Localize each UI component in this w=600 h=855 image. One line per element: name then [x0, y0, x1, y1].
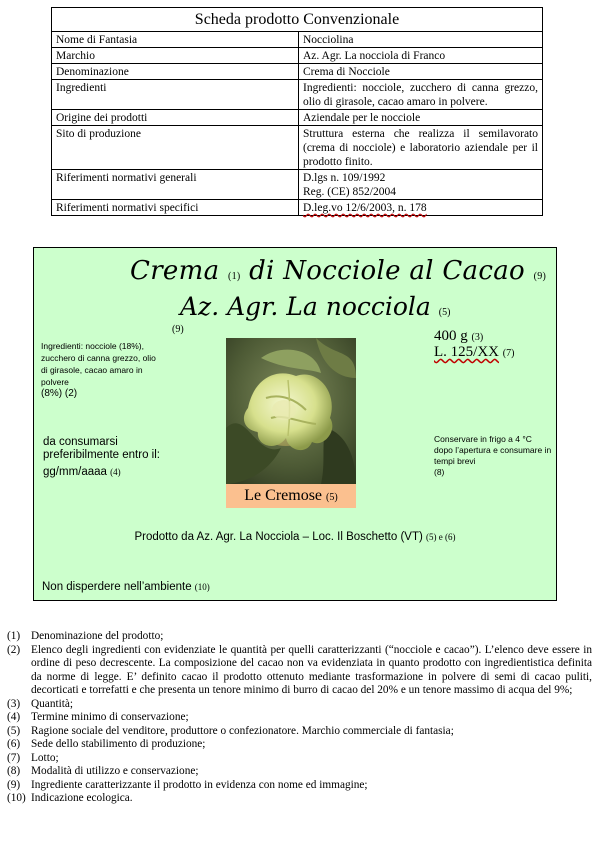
list-item-text: Lotto; [31, 751, 59, 764]
label-title-part: Crema [130, 256, 220, 286]
row-value-text: D.leg.vo 12/6/2003, n. 178 [303, 202, 427, 214]
row-key: Denominazione [52, 64, 299, 80]
note-number: (5) e (6) [426, 532, 456, 542]
best-before-date-line [43, 466, 173, 479]
row-value: Ingredienti: nocciole, zucchero di canna grezzo, olio di girasole, cacao amaro in polvere. [299, 80, 543, 110]
list-item [7, 644, 592, 698]
label-title [130, 256, 546, 286]
list-item-text: Sede dello stabilimento di produzione; [31, 738, 206, 750]
label-producer [34, 531, 556, 543]
brand-name: Az. Agr. La nocciola [180, 292, 431, 321]
legend-list [7, 630, 592, 806]
label-ingredients: Ingredienti: nocciole (18%), zucchero di canna grezzo, olio di girasole, cacao amaro in polvere [41, 341, 156, 387]
note-number: (3) [471, 332, 484, 343]
list-item-number: (3) [7, 697, 21, 710]
row-key: Riferimenti normativi generali [52, 170, 299, 200]
list-item [7, 630, 592, 644]
hazelnut-photo [226, 338, 356, 484]
best-before-text: da consumarsi preferibilmente entro il: [43, 436, 160, 461]
table-row [52, 64, 543, 80]
row-value: Struttura esterna che realizza il semilavorato (crema di nocciole) e laboratorio aziendale per il prodotto finito. [299, 126, 543, 170]
list-item [7, 792, 592, 806]
table-header-row [52, 8, 543, 32]
label-lot [434, 344, 514, 362]
list-item [7, 698, 592, 712]
list-item-text: Quantità; [31, 697, 74, 710]
sheet-title: Scheda prodotto Convenzionale [52, 8, 543, 32]
table-row [52, 200, 543, 216]
list-item-number: (1) [7, 630, 21, 642]
label-title-part: di Nocciole al Cacao [249, 256, 525, 286]
list-item [7, 738, 592, 752]
storage-text: Conservare in frigo a 4 °C dopo l’apertura e consumare in tempi brevi [434, 434, 552, 466]
list-item-text: Indicazione ecologica. [31, 792, 133, 804]
table-row [52, 80, 543, 110]
row-value [299, 170, 543, 200]
label-storage [434, 434, 552, 478]
row-value: Aziendale per le nocciole [299, 110, 543, 126]
note-number: (9) [172, 324, 184, 335]
lot-value: L. 125/XX [434, 344, 499, 360]
list-item-number: (6) [7, 738, 21, 750]
product-line-box [226, 484, 356, 508]
eco-text: Non disperdere nell’ambiente [42, 581, 192, 593]
list-item-number: (2) [7, 643, 21, 656]
list-item [7, 725, 592, 739]
row-value [299, 200, 543, 216]
note-number: (7) [502, 348, 515, 359]
row-key: Marchio [52, 48, 299, 64]
quantity-value: 400 g [434, 328, 468, 344]
table-row [52, 126, 543, 170]
table-row [52, 48, 543, 64]
note-number: (4) [110, 467, 121, 477]
note-number: (1) [227, 271, 241, 282]
table-row [52, 32, 543, 48]
list-item-text: Modalità di utilizzo e conservazione; [31, 765, 199, 777]
row-key: Riferimenti normativi specifici [52, 200, 299, 216]
row-value: Crema di Nocciole [299, 64, 543, 80]
list-item-text: Ragione sociale del venditore, produttore o confezionatore. Marchio commerciale di fantasia; [31, 724, 454, 737]
row-value-line: Reg. (CE) 852/2004 [303, 186, 396, 198]
row-value-line: D.lgs n. 109/1992 [303, 172, 386, 184]
list-item [7, 711, 592, 725]
list-item-text: Denominazione del prodotto; [31, 630, 164, 642]
note-number: (10) [194, 582, 210, 592]
label-ingredients-tail: (8%) (2) [41, 388, 78, 399]
table-row [52, 110, 543, 126]
row-key: Sito di produzione [52, 126, 299, 170]
hazelnut-image [226, 338, 356, 484]
list-item-number: (10) [7, 792, 26, 804]
note-number: (8) [434, 467, 445, 477]
list-item [7, 752, 592, 766]
producer-text: Prodotto da Az. Agr. La Nocciola – Loc. Il Boschetto (VT) [134, 531, 423, 543]
list-item-number: (9) [7, 778, 21, 791]
product-sheet-table [51, 7, 543, 216]
product-line-name: Le Cremose [244, 487, 323, 504]
list-item-number: (5) [7, 724, 21, 737]
row-value: Nocciolina [299, 32, 543, 48]
list-item-text: Ingrediente caratterizzante il prodotto in evidenza con nome ed immagine; [31, 778, 368, 791]
label-best-before [43, 436, 173, 479]
label-brand [180, 292, 450, 321]
list-item-text: Termine minimo di conservazione; [31, 711, 189, 723]
list-item [7, 765, 592, 779]
list-item-text: Elenco degli ingredienti con evidenziate le quantità per quelli caratterizzanti (“nocciole e cacao”). L’elenco deve essere in ordine di peso decrescente. La composizione del cacao non va evidenziata in quanto prodotto con ingredientistica definita da norme di legge. E’ definito cacao il prodotto ottenuto mediante trasformazione in polvere di semi di cacao puliti, decorticati e torrefatti e che presenta un tenore minimo di burro di cacao del 20% e un tenore massimo di acqua del 9%; [31, 643, 592, 696]
note-number: (5) [326, 492, 338, 503]
row-key: Ingredienti [52, 80, 299, 110]
row-value: Az. Agr. La nocciola di Franco [299, 48, 543, 64]
table-row [52, 170, 543, 200]
note-number: (9) [533, 271, 547, 282]
list-item-number: (8) [7, 765, 21, 777]
list-item [7, 779, 592, 793]
row-key: Nome di Fantasia [52, 32, 299, 48]
best-before-date: gg/mm/aaaa [43, 466, 107, 478]
row-key: Origine dei prodotti [52, 110, 299, 126]
product-label [33, 247, 557, 601]
label-eco [42, 581, 210, 593]
list-item-number: (7) [7, 751, 21, 764]
list-item-number: (4) [7, 711, 21, 723]
note-number: (5) [438, 307, 451, 318]
